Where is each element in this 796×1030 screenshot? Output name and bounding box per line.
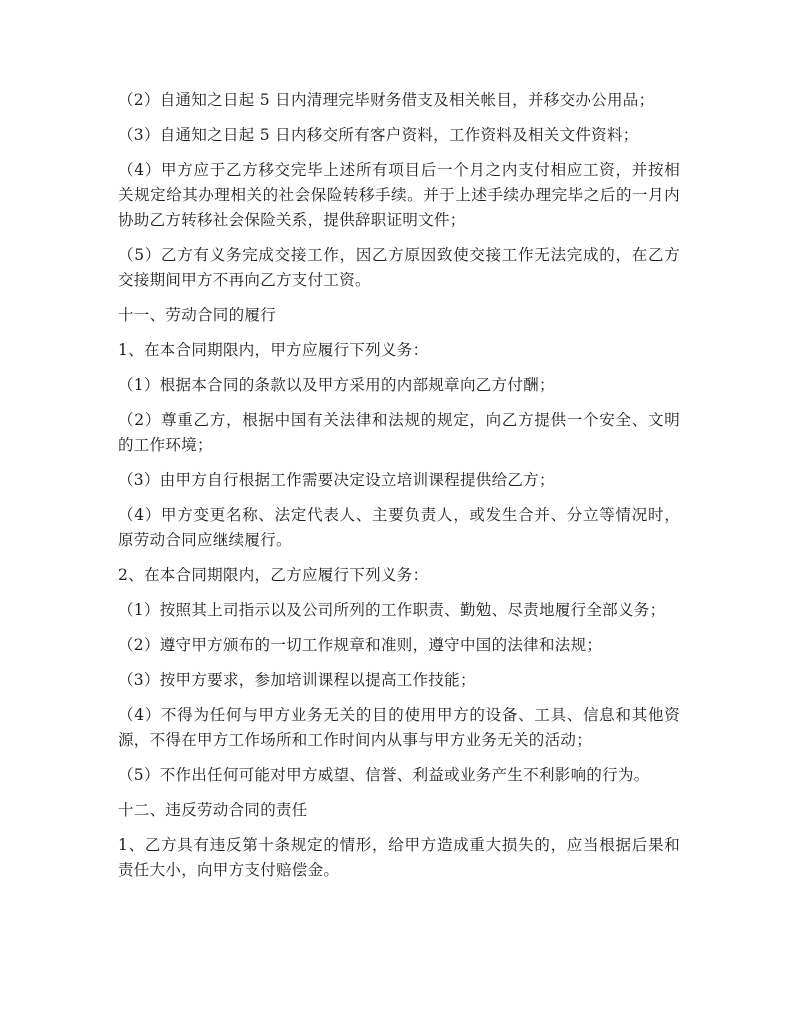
employer-duty-2: （2）尊重乙方，根据中国有关法律和法规的规定，向乙方提供一个安全、文明的工作环境； (118, 411, 680, 454)
document-body (118, 88, 680, 893)
section-12-heading: 十二、违反劳动合同的责任 (118, 801, 308, 819)
section-12-item-1: 1、乙方具有违反第十条规定的情形，给甲方造成重大损失的，应当根据后果和责任大小，向甲方支付赔偿金。 (118, 836, 680, 879)
clause-3-paragraph: （3）自通知之日起 5 日内移交所有客户资料，工作资料及相关文件资料； (118, 126, 639, 144)
employee-duty-1: （1）按照其上司指示以及公司所列的工作职责、勤勉、尽责地履行全部义务； (118, 601, 666, 619)
employee-duty-3: （3）按甲方要求，参加培训课程以提高工作技能； (118, 671, 476, 689)
employee-duty-5: （5）不作出任何可能对甲方威望、信誉、利益或业务产生不利影响的行为。 (118, 766, 650, 784)
section-11-heading: 十一、劳动合同的履行 (118, 306, 277, 324)
employer-duty-1: （1）根据本合同的条款以及甲方采用的内部规章向乙方付酬； (118, 376, 555, 394)
employee-duty-4: （4）不得为任何与甲方业务无关的目的使用甲方的设备、工具、信息和其他资源，不得在甲方工作场所和工作时间内从事与甲方业务无关的活动； (118, 706, 680, 749)
employer-duty-3: （3）由甲方自行根据工作需要决定设立培训课程提供给乙方； (118, 471, 555, 489)
section-11-item-2-intro: 2、在本合同期限内，乙方应履行下列义务： (118, 566, 429, 584)
employer-duty-4: （4）甲方变更名称、法定代表人、主要负责人，或发生合并、分立等情况时，原劳动合同应继续履行。 (118, 506, 680, 549)
section-11-item-1-intro: 1、在本合同期限内，甲方应履行下列义务： (118, 341, 429, 359)
clause-4-paragraph: （4）甲方应于乙方移交完毕上述所有项目后一个月之内支付相应工资，并按相关规定给其办理相关的社会保险转移手续。并于上述手续办理完毕之后的一月内协助乙方转移社会保险关系，提供辞职证明文件； (118, 161, 680, 229)
clause-2-paragraph: （2）自通知之日起 5 日内清理完毕财务借支及相关帐目，并移交办公用品； (118, 91, 655, 109)
clause-5-paragraph: （5）乙方有义务完成交接工作，因乙方原因致使交接工作无法完成的，在乙方交接期间甲方不再向乙方支付工资。 (118, 246, 680, 289)
employee-duty-2: （2）遵守甲方颁布的一切工作规章和准则，遵守中国的法律和法规； (118, 636, 603, 654)
